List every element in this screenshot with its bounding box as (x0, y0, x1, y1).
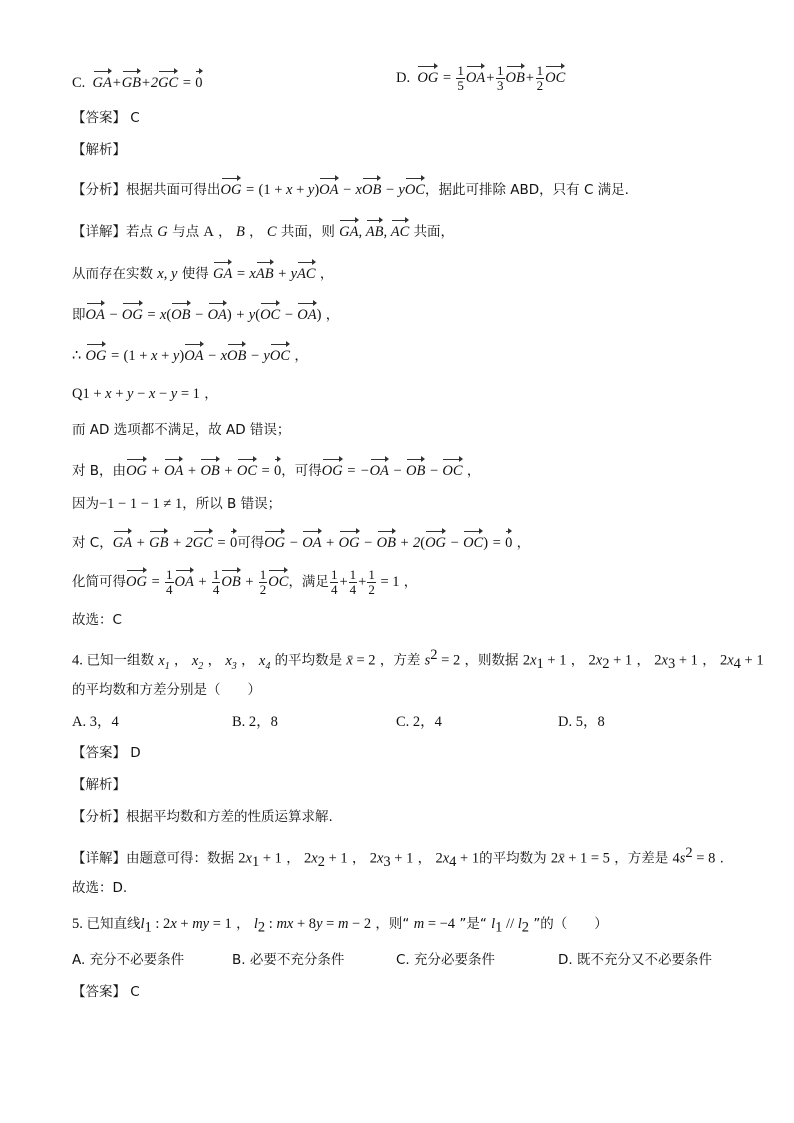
q3-analysis-tag: 【解析】 (72, 142, 126, 158)
q4-answer (72, 743, 141, 763)
q3-detail-5: Q1 + x + y − x − y = 1 ， (72, 386, 218, 402)
q4-option-b: B. 2，8 (232, 714, 278, 730)
q3-conclusion: 故选：C (72, 612, 122, 628)
q4-option-c: C. 2，4 (396, 714, 442, 730)
q5-option-c: C. 充分必要条件 (396, 952, 496, 968)
answer-tag: 【答案】 (72, 984, 126, 1000)
q4-stem-1: 4. 已知一组数 $x_1$ ， $x_2$ ， $x_3$ ， $x_4$ 的平均数是 x̄ = 2 ，方差 $s^2 = 2$ ，则数据 $2x_1 + 1$ ， $2x_2 + 1$ ， $2x_3 + 1$ ， $2x_4 + 1$ (72, 647, 764, 673)
q5-option-b: B. 必要不充分条件 (232, 952, 345, 968)
q4-option-a: A. 3，4 (72, 714, 119, 730)
q5-answer (72, 982, 140, 1002)
q3-detail-10: 化简可得OG = $\frac{1}{4}$ OA + $\frac{1}{4}$ OB + $\frac{1}{2}$ OC，满足 $\frac{1}{4}$ + $\frac{1}{4}$ + $\frac{1}{2}$ = 1 ， (72, 567, 418, 597)
q5-option-a: A. 充分不必要条件 (72, 952, 185, 968)
q3-detail-4: ∴ OG = (1 + x + y)OA − xOB − yOC ， (72, 341, 308, 366)
q3-option-d: D. OG = $\frac{1}{5}$ OA+ $\frac{1}{3}$ OB+ $\frac{1}{2}$ OC (396, 63, 566, 93)
q4-option-d: D. 5，8 (558, 714, 605, 730)
q4-detail: 【详解】由题意可得：数据 $2x_1 + 1$ ， $2x_2 + 1$ ， $2x_3 + 1$ ， $2x_4 + 1$的平均数为 2x̄ + 1 = 5 ，方差是 $4s^2 = 8$ . (72, 845, 724, 871)
answer-value: D (130, 745, 141, 761)
q3-detail-3: 即OA − OG = x(OB − OA) + y(OC − OA) ， (72, 300, 339, 325)
answer-tag: 【答案】 (72, 745, 126, 761)
q5-stem: 5. 已知直线$l_1$ : 2x + my = 1 ， $l_2$ : mx + 8y = m − 2 ，则“ m = −4 ”是“ $l_1 // l_2$ ”的（ ） (72, 916, 608, 936)
q4-analysis-tag: 【解析】 (72, 777, 126, 793)
answer-value: C (130, 984, 140, 1000)
q3-detail-8: 因为−1 − 1 − 1 ≠ 1，所以 B 错误； (72, 496, 282, 512)
q3-option-c: C. GA+GB+2GC = 0 (72, 68, 203, 93)
q4-conclusion: 故选：D. (72, 880, 128, 896)
q3-detail-6: 而 AD 选项都不满足，故 AD 错误； (72, 422, 291, 438)
q4-stem-2: 的平均数和方差分别是（ ） (72, 682, 261, 698)
q5-option-d: D. 既不充分又不必要条件 (558, 952, 712, 968)
q3-detail-1: 【详解】若点 G 与点 A ， B ， C 共面，则 GA, AB, AC 共面， (72, 217, 454, 242)
q3-detail-9: 对 C，GA + GB + 2GC = 0可得OG − OA + OG − OB + 2(OG − OC) = 0 ， (72, 528, 530, 553)
answer-tag: 【答案】 (72, 110, 126, 126)
q3-answer (72, 108, 140, 128)
q3-fenxi: 【分析】根据共面可得出OG = (1 + x + y)OA − xOB − yOC，据此可排除 ABD，只有 C 满足. (72, 175, 629, 200)
answer-value: C (130, 110, 140, 126)
q3-detail-7: 对 B，由OG + OA + OB + OC = 0，可得OG = −OA − OB − OC ， (72, 456, 480, 481)
q3-detail-2: 从而存在实数 x, y 使得 GA = xAB + yAC ， (72, 259, 333, 284)
q4-fenxi: 【分析】根据平均数和方差的性质运算求解. (72, 809, 333, 825)
